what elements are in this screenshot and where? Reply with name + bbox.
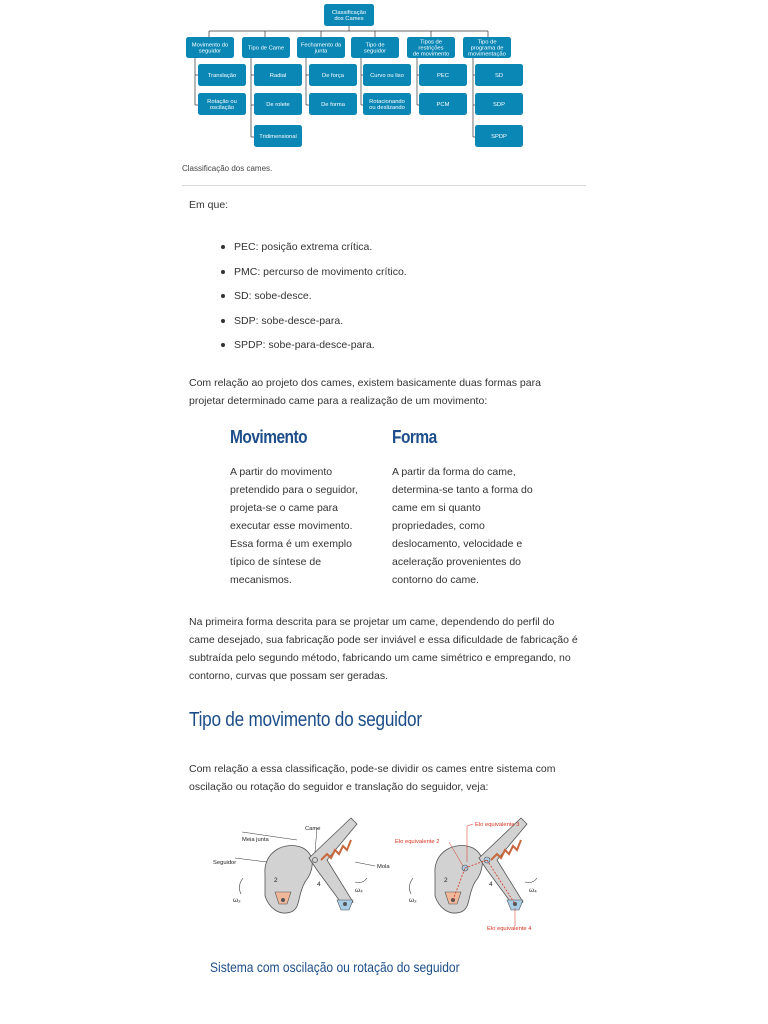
list-item: PEC: posição extrema crítica. <box>189 238 569 263</box>
svg-text:restrições: restrições <box>418 45 444 52</box>
chart-leaf-node <box>254 125 302 147</box>
svg-text:de movimento: de movimento <box>412 51 450 58</box>
chart-leaf-node <box>198 64 246 86</box>
chart-leaf-node <box>309 64 357 86</box>
label-2-right: 2 <box>444 877 448 884</box>
svg-text:Rotação ou: Rotação ou <box>207 98 237 105</box>
label-elo-2: Elo equivalente 2 <box>395 839 440 845</box>
svg-text:SDP: SDP <box>493 102 505 108</box>
column-text-movimento: A partir do movimento pretendido para o seguidor, projeta-se o came para executar esse movimento. Essa forma é um exemplo típico de síntese de mecanismos. <box>230 466 358 586</box>
left-mechanism <box>213 818 390 913</box>
cam-classification-chart <box>183 0 523 155</box>
svg-text:De forma: De forma <box>321 102 345 108</box>
svg-text:Translação: Translação <box>207 73 237 79</box>
label-w2-right: ω₂ <box>409 897 417 904</box>
paragraph-design-forms: Com relação ao projeto dos cames, existem basicamente duas formas para projetar determinado came para a realização de um movimento: <box>189 377 541 407</box>
svg-text:Radial: Radial <box>269 73 287 79</box>
svg-text:Tipo de: Tipo de <box>477 39 497 46</box>
chart-leaf-node <box>254 93 302 115</box>
figure-caption: Sistema com oscilação ou rotação do seguidor <box>210 959 460 975</box>
svg-text:PEC: PEC <box>437 73 449 79</box>
chart-leaf-node <box>475 64 523 86</box>
svg-text:Tipos de: Tipos de <box>419 39 443 46</box>
label-mola: Mola <box>377 864 390 870</box>
svg-text:De força: De força <box>322 73 344 79</box>
chart-caption: Classificação dos cames. <box>182 164 273 173</box>
label-w4-left: ω₄ <box>355 887 363 894</box>
chart-group-node <box>351 37 399 58</box>
svg-text:Fechamento da: Fechamento da <box>300 42 342 49</box>
chart-leaf-node <box>475 93 523 115</box>
right-mechanism <box>395 818 537 932</box>
chart-leaf-node <box>254 64 302 86</box>
chart-root-node <box>324 4 374 26</box>
svg-text:seguidor: seguidor <box>198 48 222 55</box>
column-title-forma: Forma <box>392 427 437 447</box>
list-item: PMC: percurso de movimento crítico. <box>189 263 569 288</box>
svg-text:junta: junta <box>314 48 328 55</box>
label-4-left: 4 <box>317 881 321 888</box>
svg-text:seguidor: seguidor <box>363 48 387 55</box>
label-came: Came <box>305 826 321 832</box>
intro-text: Em que: <box>189 199 229 211</box>
svg-text:oscilação: oscilação <box>209 105 235 112</box>
chart-leaf-node <box>309 93 357 115</box>
svg-text:ou deslizando: ou deslizando <box>369 105 405 112</box>
chart-group-node <box>407 37 455 58</box>
svg-text:Movimento do: Movimento do <box>191 42 229 49</box>
chart-leaf-node <box>419 64 467 86</box>
label-meia-junta: Meia junta <box>242 837 269 843</box>
svg-text:Tipo de: Tipo de <box>365 42 385 49</box>
svg-text:De rolete: De rolete <box>266 102 290 108</box>
svg-text:SD: SD <box>494 73 504 79</box>
chart-group-node <box>242 37 290 58</box>
cam-follower-diagram <box>205 812 555 942</box>
column-text-forma: A partir da forma do came, determina-se tanto a forma do came em si quanto propriedades, como deslocamento, velocidade e aceleração provenientes do contorno do came. <box>392 466 533 586</box>
section-heading: Tipo de movimento do seguidor <box>189 709 422 731</box>
label-elo-3: Elo equivalente 3 <box>475 822 520 828</box>
list-item: SDP: sobe-desce-para. <box>189 312 569 337</box>
svg-text:dos Cames: dos Cames <box>334 16 364 23</box>
label-elo-4: Elo equivalente 4 <box>487 926 532 932</box>
svg-text:Curvo ou liso: Curvo ou liso <box>370 73 404 79</box>
svg-text:Tipo de Came: Tipo de Came <box>247 45 285 52</box>
svg-text:Classificação: Classificação <box>331 9 367 16</box>
svg-text:Tridimensional: Tridimensional <box>259 134 297 140</box>
chart-leaf-node <box>419 93 467 115</box>
column-title-movimento: Movimento <box>230 427 308 447</box>
chart-leaf-node <box>475 125 523 147</box>
svg-text:programa de: programa de <box>470 45 504 52</box>
list-item: SPDP: sobe-para-desce-para. <box>189 336 569 361</box>
label-2-left: 2 <box>274 877 278 884</box>
svg-text:PCM: PCM <box>436 102 450 108</box>
chart-leaf-node <box>363 93 411 115</box>
label-4-right: 4 <box>489 881 493 888</box>
svg-text:SPDP: SPDP <box>491 134 507 140</box>
chart-group-node <box>186 37 234 58</box>
paragraph-fabrication: Na primeira forma descrita para se projetar um came, dependendo do perfil do came desejado, sua fabricação pode ser inviável e essa dificuldade de fabricação é subtraída pelo segundo método, fabricando um came simétrico e empregando, no contorno, curvas que possam ser geradas. <box>189 616 578 682</box>
label-w4-right: ω₄ <box>529 887 537 894</box>
label-w2-left: ω₂ <box>233 897 241 904</box>
chart-group-node <box>463 37 511 58</box>
divider <box>182 185 586 186</box>
chart-leaf-node <box>363 64 411 86</box>
paragraph-classification: Com relação a essa classificação, pode-se dividir os cames entre sistema com oscilação ou rotação do seguidor e translação do seguidor, veja: <box>189 763 556 793</box>
chart-leaf-node <box>198 93 246 115</box>
list-item: SD: sobe-desce. <box>189 287 569 312</box>
label-seguidor: Seguidor <box>213 860 237 866</box>
svg-text:movimentação: movimentação <box>468 51 506 58</box>
chart-group-node <box>297 37 345 58</box>
abbreviation-list <box>189 238 569 361</box>
svg-text:Rotacionando: Rotacionando <box>369 98 405 105</box>
